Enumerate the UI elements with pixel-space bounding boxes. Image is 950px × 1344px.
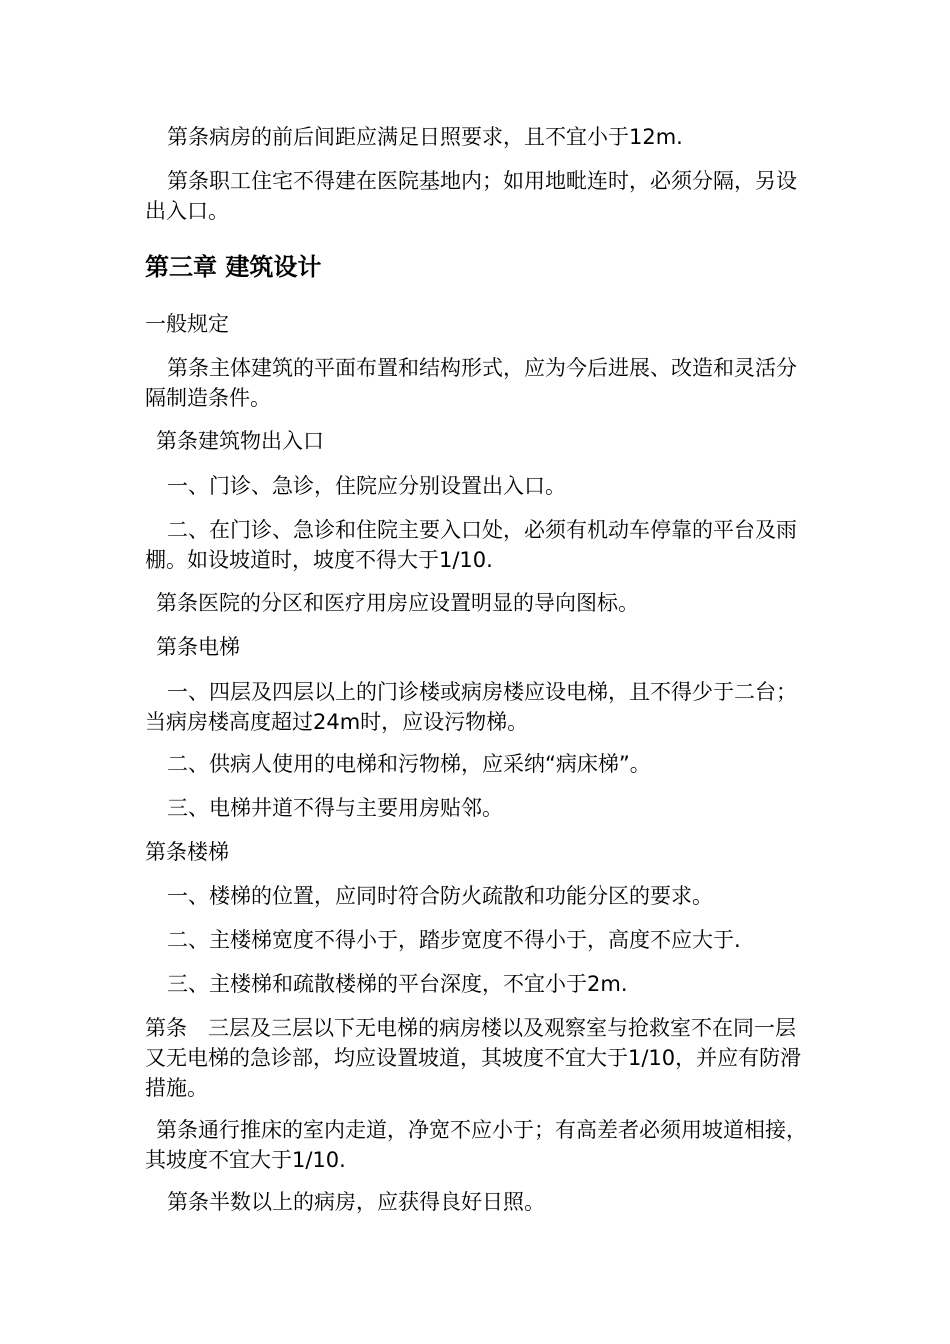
paragraph-signage: 第条医院的分区和医疗用房应设置明显的导向图标。 bbox=[156, 591, 639, 615]
paragraph-elevator-item-2: 二、供病人使用的电梯和污物梯，应采纳“病床梯”。 bbox=[167, 752, 651, 776]
paragraph-entrance-heading: 第条建筑物出入口 bbox=[156, 429, 324, 453]
paragraph-sunlight-spacing: 第条病房的前后间距应满足日照要求，且不宜小于12m. bbox=[167, 125, 683, 149]
paragraph-stairs-item-2: 二、主楼梯宽度不得小于，踏步宽度不得小于，高度不应大于. bbox=[167, 928, 741, 952]
paragraph-ramp-requirement: 第条 三层及三层以下无电梯的病房楼以及观察室与抢救室不在同一层又无电梯的急诊部，均应设置坡道，其坡度不宜大于1/10，并应有防滑措施。 bbox=[145, 1016, 802, 1100]
paragraph-staff-housing: 第条职工住宅不得建在医院基地内；如用地毗连时，必须分隔，另设出入口。 bbox=[145, 169, 797, 223]
chapter-title: 第三章 建筑设计 bbox=[145, 253, 322, 281]
paragraph-stairs-heading: 第条楼梯 bbox=[145, 840, 229, 864]
section-heading-general: 一般规定 bbox=[145, 312, 229, 336]
paragraph-elevator-item-1: 一、四层及四层以上的门诊楼或病房楼应设电梯，且不得少于二台；当病房楼高度超过24m时，应设污物梯。 bbox=[145, 680, 797, 734]
paragraph-stairs-item-3: 三、主楼梯和疏散楼梯的平台深度，不宜小于2m. bbox=[167, 972, 628, 996]
paragraph-entrance-item-1: 一、门诊、急诊，住院应分别设置出入口。 bbox=[167, 474, 566, 498]
paragraph-stairs-item-1: 一、楼梯的位置，应同时符合防火疏散和功能分区的要求。 bbox=[167, 884, 713, 908]
paragraph-elevator-item-3: 三、电梯井道不得与主要用房贴邻。 bbox=[167, 796, 503, 820]
paragraph-corridor-width: 第条通行推床的室内走道，净宽不应小于；有高差者必须用坡道相接，其坡度不宜大于1/10. bbox=[145, 1118, 807, 1172]
paragraph-ward-sunlight: 第条半数以上的病房，应获得良好日照。 bbox=[167, 1190, 545, 1214]
paragraph-entrance-item-2: 二、在门诊、急诊和住院主要入口处，必须有机动车停靠的平台及雨棚。如设坡道时，坡度不得大于1/10. bbox=[145, 518, 797, 572]
paragraph-main-building-layout: 第条主体建筑的平面布置和结构形式，应为今后进展、改造和灵活分隔制造条件。 bbox=[145, 356, 797, 410]
paragraph-elevator-heading: 第条电梯 bbox=[156, 635, 240, 659]
